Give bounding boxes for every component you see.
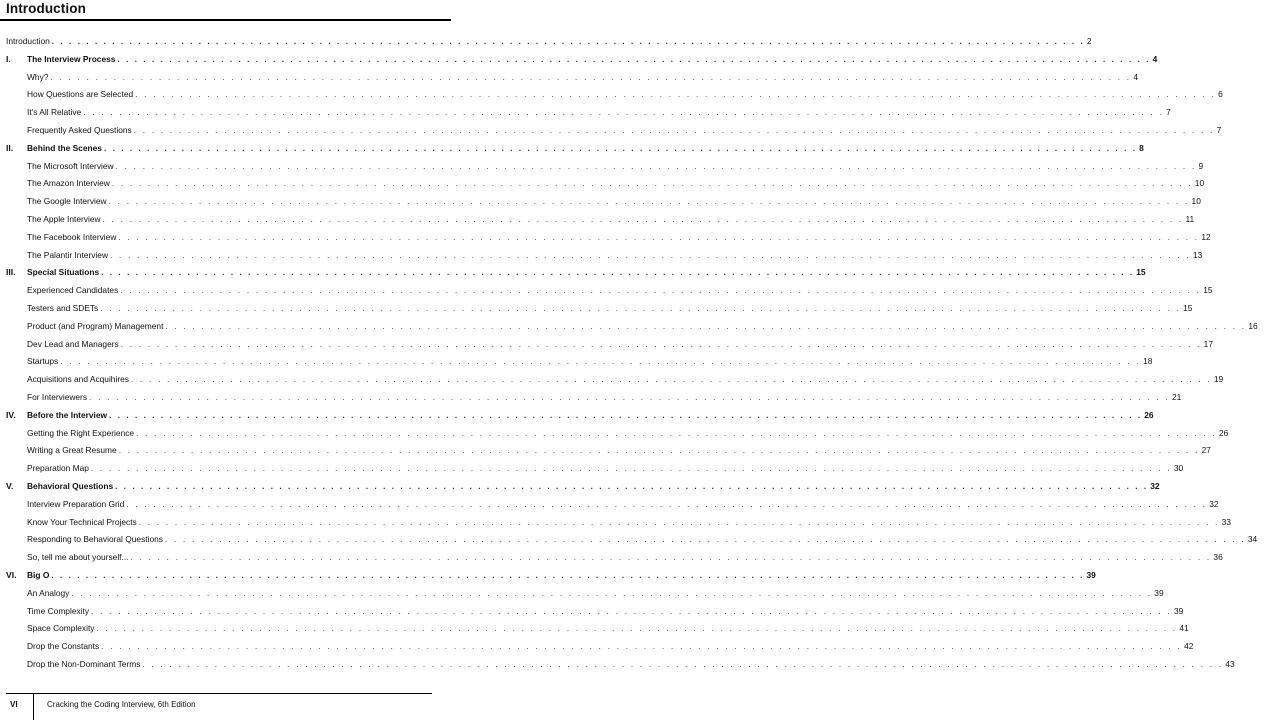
toc-entry[interactable] bbox=[0, 122, 1222, 140]
dot-leader: . . . . . . . . . . . . . . . . . . . . . . . . . . . . . . . . . . . . . . . . . . . . . . . . . . . . . . . . . . . . . . . . . . . . . . . . . . . . . . . . . . . . . . . . . . . . . . . . . . . . . . . . . . . . . . . . . . . . . . . . bbox=[96, 624, 1178, 634]
toc-section-number: IV. bbox=[6, 409, 16, 420]
toc-entry-label: It's All Relative bbox=[27, 104, 83, 122]
toc-page-number: 39 bbox=[1154, 587, 1164, 598]
dot-leader: . . . . . . . . . . . . . . . . . . . . . . . . . . . . . . . . . . . . . . . . . . . . . . . . . . . . . . . . . . . . . . . . . . . . . . . . . . . . . . . . . . . . . . . . . . . . . . . . . . . . . . . . . . . . . . . . . . . . . . . . bbox=[108, 197, 1190, 207]
toc-page-number: 32 bbox=[1209, 498, 1219, 509]
toc-entry[interactable] bbox=[0, 158, 1204, 176]
toc-entry-label: For Interviewers bbox=[27, 389, 89, 407]
dot-leader: . . . . . . . . . . . . . . . . . . . . . . . . . . . . . . . . . . . . . . . . . . . . . . . . . . . . . . . . . . . . . . . . . . . . . . . . . . . . . . . . . . . . . . . . . . . . . . . . . . . . . . . . . . . . . . . . . . . . . . . . bbox=[138, 517, 1220, 527]
toc-page-number: 32 bbox=[1150, 480, 1160, 491]
dot-leader: . . . . . . . . . . . . . . . . . . . . . . . . . . . . . . . . . . . . . . . . . . . . . . . . . . . . . . . . . . . . . . . . . . . . . . . . . . . . . . . . . . . . . . . . . . . . . . . . . . . . . . . . . . . . . . . . . . . . . . . . bbox=[60, 357, 1142, 367]
dot-leader: . . . . . . . . . . . . . . . . . . . . . . . . . . . . . . . . . . . . . . . . . . . . . . . . . . . . . . . . . . . . . . . . . . . . . . . . . . . . . . . . . . . . . . . . . . . . . . . . . . . . . . . . . . . . . . . . . . . . . . . . bbox=[110, 250, 1191, 260]
toc-entry[interactable] bbox=[0, 603, 1184, 621]
toc-page-number: 21 bbox=[1171, 391, 1182, 402]
footer-page-number: VI bbox=[10, 700, 18, 709]
toc-entry-label: Experienced Candidates bbox=[27, 282, 120, 300]
dot-leader: . . . . . . . . . . . . . . . . . . . . . . . . . . . . . . . . . . . . . . . . . . . . . . . . . . . . . . . . . . . . . . . . . . . . . . . . . . . . . . . . . . . . . . . . . . . . . . . . . . . . . . . . . . . . . . . . . . . . . . . . bbox=[50, 72, 1132, 82]
toc-section-entry[interactable] bbox=[0, 140, 1144, 158]
toc-entry-label: The Microsoft Interview bbox=[27, 158, 116, 176]
toc-page-number: 18 bbox=[1143, 356, 1153, 367]
toc-entry[interactable] bbox=[0, 86, 1223, 104]
toc-page-number: 26 bbox=[1219, 427, 1229, 438]
dot-leader: . . . . . . . . . . . . . . . . . . . . . . . . . . . . . . . . . . . . . . . . . . . . . . . . . . . . . . . . . . . . . . . . . . . . . . . . . . . . . . . . . . . . . . . . . . . . . . . . . . . . . . . . . . . . . . . . . . . . . . . . bbox=[91, 606, 1172, 616]
toc-entry-label: The Palantir Interview bbox=[27, 247, 110, 265]
toc-page-number: 8 bbox=[1139, 142, 1144, 153]
toc-page-number: 42 bbox=[1184, 641, 1194, 652]
toc-page-number: 4 bbox=[1133, 71, 1139, 82]
toc-section-entry[interactable] bbox=[0, 478, 1160, 496]
footer-book-title: Cracking the Coding Interview, 6th Edition bbox=[47, 700, 196, 709]
toc-entry-label: Before the Interview bbox=[27, 407, 109, 425]
toc-page-number: 12 bbox=[1201, 231, 1211, 242]
dot-leader: . . . . . . . . . . . . . . . . . . . . . . . . . . . . . . . . . . . . . . . . . . . . . . . . . . . . . . . . . . . . . . . . . . . . . . . . . . . . . . . . . . . . . . . . . . . . . . . . . . . . . . . . . . . . . . . . . . . . . . . . bbox=[118, 232, 1200, 242]
dot-leader: . . . . . . . . . . . . . . . . . . . . . . . . . . . . . . . . . . . . . . . . . . . . . . . . . . . . . . . . . . . . . . . . . . . . . . . . . . . . . . . . . . . . . . . . . . . . . . . . . . . . . . . . . . . . . . . . . . . . . . . . bbox=[130, 553, 1212, 563]
toc-entry[interactable] bbox=[0, 638, 1194, 656]
toc-entry-label: Product (and Program) Management bbox=[27, 318, 165, 336]
toc-page-number: 15 bbox=[1183, 302, 1193, 313]
toc-section-number: III. bbox=[6, 267, 16, 278]
dot-leader: . . . . . . . . . . . . . . . . . . . . . . . . . . . . . . . . . . . . . . . . . . . . . . . . . . . . . . . . . . . . . . . . . . . . . . . . . . . . . . . . . . . . . . . . . . . . . . . . . . . . . . . . . . . . . . . . . . . . . . . . bbox=[118, 446, 1200, 456]
toc-page-number: 17 bbox=[1203, 338, 1213, 349]
toc-entry-label: The Google Interview bbox=[27, 193, 109, 211]
toc-entry-label: How Questions are Selected bbox=[27, 86, 135, 104]
toc-section-entry[interactable] bbox=[0, 407, 1154, 425]
dot-leader: . . . . . . . . . . . . . . . . . . . . . . . . . . . . . . . . . . . . . . . . . . . . . . . . . . . . . . . . . . . . . . . . . . . . . . . . . . . . . . . . . . . . . . . . . . . . . . . . . . . . . . . . . . . . . . . . . . . . . . . . bbox=[71, 588, 1153, 598]
toc-page-number: 15 bbox=[1203, 285, 1213, 296]
toc-entry-label: Getting the Right Experience bbox=[27, 425, 136, 443]
toc-page-number: 2 bbox=[1086, 36, 1092, 46]
dot-leader: . . . . . . . . . . . . . . . . . . . . . . . . . . . . . . . . . . . . . . . . . . . . . . . . . . . . . . . . . . . . . . . . . . . . . . . . . . . . . . . . . . . . . . . . . . . . . . . . . . . . . . . . . . . . . . . . . . . . . . . . bbox=[83, 108, 1165, 118]
toc-entry-label: Space Complexity bbox=[27, 620, 97, 638]
toc-entry[interactable] bbox=[0, 282, 1213, 300]
toc-entry[interactable] bbox=[0, 460, 1184, 478]
toc-page-number: 39 bbox=[1173, 605, 1184, 616]
toc-page-number: 34 bbox=[1247, 534, 1258, 545]
toc-page-number: 9 bbox=[1198, 160, 1204, 171]
footer-divider bbox=[6, 693, 432, 694]
toc-entry[interactable] bbox=[0, 300, 1193, 318]
toc-entry[interactable] bbox=[0, 442, 1211, 460]
toc-entry-label: The Interview Process bbox=[27, 51, 117, 69]
toc-page-number: 41 bbox=[1179, 623, 1189, 634]
toc-entry[interactable] bbox=[0, 620, 1189, 638]
toc-entry-label: The Facebook Interview bbox=[27, 229, 118, 247]
toc-page-number: 4 bbox=[1152, 53, 1158, 64]
toc-entry-label: Behind the Scenes bbox=[27, 140, 104, 158]
toc-entry[interactable] bbox=[0, 229, 1211, 247]
toc-entry-label: Introduction bbox=[6, 33, 52, 51]
toc-entry-label: Startups bbox=[27, 353, 60, 371]
toc-page-number: 6 bbox=[1218, 89, 1223, 100]
toc-entry-label: Why? bbox=[27, 69, 50, 87]
toc-page-number: 7 bbox=[1216, 124, 1222, 135]
dot-leader: . . . . . . . . . . . . . . . . . . . . . . . . . . . . . . . . . . . . . . . . . . . . . . . . . . . . . . . . . . . . . . . . . . . . . . . . . . . . . . . . . . . . . . . . . . . . . . . . . . . . . . . . . . . . . . . . . . . . . . . . bbox=[103, 143, 1138, 153]
dot-leader: . . . . . . . . . . . . . . . . . . . . . . . . . . . . . . . . . . . . . . . . . . . . . . . . . . . . . . . . . . . . . . . . . . . . . . . . . . . . . . . . . . . . . . . . . . . . . . . . . . . . . . . . . . . . . . . . . . . . . . . . bbox=[101, 268, 1135, 278]
toc-entry[interactable] bbox=[0, 353, 1153, 371]
toc-entry-label: Special Situations bbox=[27, 264, 101, 282]
toc-page-number: 7 bbox=[1166, 107, 1171, 118]
dot-leader: . . . . . . . . . . . . . . . . . . . . . . . . . . . . . . . . . . . . . . . . . . . . . . . . . . . . . . . . . . . . . . . . . . . . . . . . . . . . . . . . . . . . . . . . . . . . . . . . . . . . . . . . . . . . . . . . . . . . . . . . bbox=[100, 303, 1182, 313]
dot-leader: . . . . . . . . . . . . . . . . . . . . . . . . . . . . . . . . . . . . . . . . . . . . . . . . . . . . . . . . . . . . . . . . . . . . . . . . . . . . . . . . . . . . . . . . . . . . . . . . . . . . . . . . . . . . . . . . . . . . . . . . bbox=[51, 37, 1085, 46]
toc-entry[interactable] bbox=[0, 531, 1258, 549]
toc-entry[interactable] bbox=[0, 193, 1201, 211]
dot-leader: . . . . . . . . . . . . . . . . . . . . . . . . . . . . . . . . . . . . . . . . . . . . . . . . . . . . . . . . . . . . . . . . . . . . . . . . . . . . . . . . . . . . . . . . . . . . . . . . . . . . . . . . . . . . . . . . . . . . . . . . bbox=[120, 286, 1202, 296]
toc-section-entry[interactable] bbox=[0, 33, 1092, 51]
toc-entry-label: Acquisitions and Acquihires bbox=[27, 371, 131, 389]
toc-entry[interactable] bbox=[0, 496, 1219, 514]
toc-section-entry[interactable] bbox=[0, 567, 1096, 585]
toc-section-number: I. bbox=[6, 53, 11, 64]
toc-entry-label: The Apple Interview bbox=[27, 211, 103, 229]
dot-leader: . . . . . . . . . . . . . . . . . . . . . . . . . . . . . . . . . . . . . . . . . . . . . . . . . . . . . . . . . . . . . . . . . . . . . . . . . . . . . . . . . . . . . . . . . . . . . . . . . . . . . . . . . . . . . . . . . . . . . . . . bbox=[90, 464, 1172, 474]
dot-leader: . . . . . . . . . . . . . . . . . . . . . . . . . . . . . . . . . . . . . . . . . . . . . . . . . . . . . . . . . . . . . . . . . . . . . . . . . . . . . . . . . . . . . . . . . . . . . . . . . . . . . . . . . . . . . . . . . . . . . . . . bbox=[126, 499, 1208, 509]
dot-leader: . . . . . . . . . . . . . . . . . . . . . . . . . . . . . . . . . . . . . . . . . . . . . . . . . . . . . . . . . . . . . . . . . . . . . . . . . . . . . . . . . . . . . . . . . . . . . . . . . . . . . . . . . . . . . . . . . . . . . . . . bbox=[115, 161, 1197, 171]
toc-page-number: 11 bbox=[1185, 213, 1195, 224]
toc-entry-label: Responding to Behavioral Questions bbox=[27, 531, 165, 549]
toc-entry-label: Drop the Constants bbox=[27, 638, 101, 656]
toc-page-number: 30 bbox=[1173, 463, 1184, 474]
table-of-contents bbox=[0, 33, 1258, 674]
toc-entry-label: An Analogy bbox=[27, 585, 71, 603]
toc-entry[interactable] bbox=[0, 371, 1224, 389]
toc-entry-label: Interview Preparation Grid bbox=[27, 496, 126, 514]
toc-entry-label: Big O bbox=[27, 567, 51, 585]
toc-entry-label: Testers and SDETs bbox=[27, 300, 100, 318]
dot-leader: . . . . . . . . . . . . . . . . . . . . . . . . . . . . . . . . . . . . . . . . . . . . . . . . . . . . . . . . . . . . . . . . . . . . . . . . . . . . . . . . . . . . . . . . . . . . . . . . . . . . . . . . . . . . . . . . . . . . . . . . bbox=[115, 481, 1149, 491]
dot-leader: . . . . . . . . . . . . . . . . . . . . . . . . . . . . . . . . . . . . . . . . . . . . . . . . . . . . . . . . . . . . . . . . . . . . . . . . . . . . . . . . . . . . . . . . . . . . . . . . . . . . . . . . . . . . . . . . . . . . . . . . bbox=[109, 410, 1143, 420]
dot-leader: . . . . . . . . . . . . . . . . . . . . . . . . . . . . . . . . . . . . . . . . . . . . . . . . . . . . . . . . . . . . . . . . . . . . . . . . . . . . . . . . . . . . . . . . . . . . . . . . . . . . . . . . . . . . . . . . . . . . . . . . bbox=[164, 535, 1246, 545]
toc-entry[interactable] bbox=[0, 656, 1235, 674]
toc-page-number: 10 bbox=[1191, 196, 1201, 207]
dot-leader: . . . . . . . . . . . . . . . . . . . . . . . . . . . . . . . . . . . . . . . . . . . . . . . . . . . . . . . . . . . . . . . . . . . . . . . . . . . . . . . . . . . . . . . . . . . . . . . . . . . . . . . . . . . . . . . . . . . . . . . . bbox=[130, 375, 1212, 385]
toc-entry[interactable] bbox=[0, 69, 1139, 87]
toc-entry-label: Time Complexity bbox=[27, 603, 91, 621]
toc-page-number: 26 bbox=[1144, 409, 1154, 420]
dot-leader: . . . . . . . . . . . . . . . . . . . . . . . . . . . . . . . . . . . . . . . . . . . . . . . . . . . . . . . . . . . . . . . . . . . . . . . . . . . . . . . . . . . . . . . . . . . . . . . . . . . . . . . . . . . . . . . . . . . . . . . . bbox=[101, 642, 1183, 652]
toc-entry[interactable] bbox=[0, 318, 1258, 336]
dot-leader: . . . . . . . . . . . . . . . . . . . . . . . . . . . . . . . . . . . . . . . . . . . . . . . . . . . . . . . . . . . . . . . . . . . . . . . . . . . . . . . . . . . . . . . . . . . . . . . . . . . . . . . . . . . . . . . . . . . . . . . . bbox=[165, 321, 1247, 331]
dot-leader: . . . . . . . . . . . . . . . . . . . . . . . . . . . . . . . . . . . . . . . . . . . . . . . . . . . . . . . . . . . . . . . . . . . . . . . . . . . . . . . . . . . . . . . . . . . . . . . . . . . . . . . . . . . . . . . . . . . . . . . . bbox=[133, 125, 1215, 135]
dot-leader: . . . . . . . . . . . . . . . . . . . . . . . . . . . . . . . . . . . . . . . . . . . . . . . . . . . . . . . . . . . . . . . . . . . . . . . . . . . . . . . . . . . . . . . . . . . . . . . . . . . . . . . . . . . . . . . . . . . . . . . . bbox=[51, 570, 1085, 580]
toc-entry-label: Drop the Non-Dominant Terms bbox=[27, 656, 142, 674]
toc-entry[interactable] bbox=[0, 549, 1223, 567]
toc-page-number: 10 bbox=[1194, 178, 1205, 189]
toc-entry[interactable] bbox=[0, 104, 1171, 122]
dot-leader: . . . . . . . . . . . . . . . . . . . . . . . . . . . . . . . . . . . . . . . . . . . . . . . . . . . . . . . . . . . . . . . . . . . . . . . . . . . . . . . . . . . . . . . . . . . . . . . . . . . . . . . . . . . . . . . . . . . . . . . . bbox=[142, 659, 1224, 669]
dot-leader: . . . . . . . . . . . . . . . . . . . . . . . . . . . . . . . . . . . . . . . . . . . . . . . . . . . . . . . . . . . . . . . . . . . . . . . . . . . . . . . . . . . . . . . . . . . . . . . . . . . . . . . . . . . . . . . . . . . . . . . . bbox=[117, 54, 1151, 64]
toc-entry[interactable] bbox=[0, 175, 1205, 193]
toc-entry-label: Preparation Map bbox=[27, 460, 91, 478]
toc-entry-label: Frequently Asked Questions bbox=[27, 122, 134, 140]
title-divider bbox=[0, 19, 451, 21]
toc-section-number: V. bbox=[6, 480, 14, 491]
toc-section-number: VI. bbox=[6, 569, 17, 580]
dot-leader: . . . . . . . . . . . . . . . . . . . . . . . . . . . . . . . . . . . . . . . . . . . . . . . . . . . . . . . . . . . . . . . . . . . . . . . . . . . . . . . . . . . . . . . . . . . . . . . . . . . . . . . . . . . . . . . . . . . . . . . . bbox=[89, 392, 1170, 402]
dot-leader: . . . . . . . . . . . . . . . . . . . . . . . . . . . . . . . . . . . . . . . . . . . . . . . . . . . . . . . . . . . . . . . . . . . . . . . . . . . . . . . . . . . . . . . . . . . . . . . . . . . . . . . . . . . . . . . . . . . . . . . . bbox=[102, 214, 1184, 224]
toc-entry-label: Dev Lead and Managers bbox=[27, 336, 121, 354]
toc-entry[interactable] bbox=[0, 585, 1164, 603]
toc-entry-label: The Amazon Interview bbox=[27, 175, 112, 193]
dot-leader: . . . . . . . . . . . . . . . . . . . . . . . . . . . . . . . . . . . . . . . . . . . . . . . . . . . . . . . . . . . . . . . . . . . . . . . . . . . . . . . . . . . . . . . . . . . . . . . . . . . . . . . . . . . . . . . . . . . . . . . . bbox=[135, 90, 1217, 100]
dot-leader: . . . . . . . . . . . . . . . . . . . . . . . . . . . . . . . . . . . . . . . . . . . . . . . . . . . . . . . . . . . . . . . . . . . . . . . . . . . . . . . . . . . . . . . . . . . . . . . . . . . . . . . . . . . . . . . . . . . . . . . . bbox=[111, 179, 1193, 189]
page-title: Introduction bbox=[6, 1, 86, 16]
toc-page-number: 36 bbox=[1213, 552, 1223, 563]
toc-section-number: II. bbox=[6, 142, 14, 153]
toc-entry-label: Know Your Technical Projects bbox=[27, 514, 139, 532]
toc-entry[interactable] bbox=[0, 389, 1182, 407]
toc-page-number: 33 bbox=[1221, 516, 1231, 527]
toc-page-number: 27 bbox=[1201, 445, 1211, 456]
toc-entry-label: So, tell me about yourself... bbox=[27, 549, 130, 567]
toc-entry[interactable] bbox=[0, 211, 1195, 229]
toc-section-entry[interactable] bbox=[0, 51, 1158, 69]
dot-leader: . . . . . . . . . . . . . . . . . . . . . . . . . . . . . . . . . . . . . . . . . . . . . . . . . . . . . . . . . . . . . . . . . . . . . . . . . . . . . . . . . . . . . . . . . . . . . . . . . . . . . . . . . . . . . . . . . . . . . . . . bbox=[120, 339, 1202, 349]
footer-separator bbox=[33, 694, 34, 720]
toc-entry-label: Behavioral Questions bbox=[27, 478, 115, 496]
toc-section-entry[interactable] bbox=[0, 264, 1146, 282]
toc-page-number: 16 bbox=[1248, 320, 1258, 331]
toc-page-number: 13 bbox=[1192, 249, 1203, 260]
toc-page-number: 19 bbox=[1213, 374, 1224, 385]
toc-entry-label: Writing a Great Resume bbox=[27, 442, 119, 460]
toc-entry[interactable] bbox=[0, 425, 1229, 443]
toc-entry[interactable] bbox=[0, 247, 1203, 265]
toc-page-number: 43 bbox=[1225, 658, 1235, 669]
toc-entry[interactable] bbox=[0, 514, 1231, 532]
toc-page-number: 15 bbox=[1136, 267, 1146, 278]
dot-leader: . . . . . . . . . . . . . . . . . . . . . . . . . . . . . . . . . . . . . . . . . . . . . . . . . . . . . . . . . . . . . . . . . . . . . . . . . . . . . . . . . . . . . . . . . . . . . . . . . . . . . . . . . . . . . . . . . . . . . . . . bbox=[136, 428, 1217, 438]
toc-entry[interactable] bbox=[0, 336, 1213, 354]
toc-page-number: 39 bbox=[1086, 569, 1096, 580]
